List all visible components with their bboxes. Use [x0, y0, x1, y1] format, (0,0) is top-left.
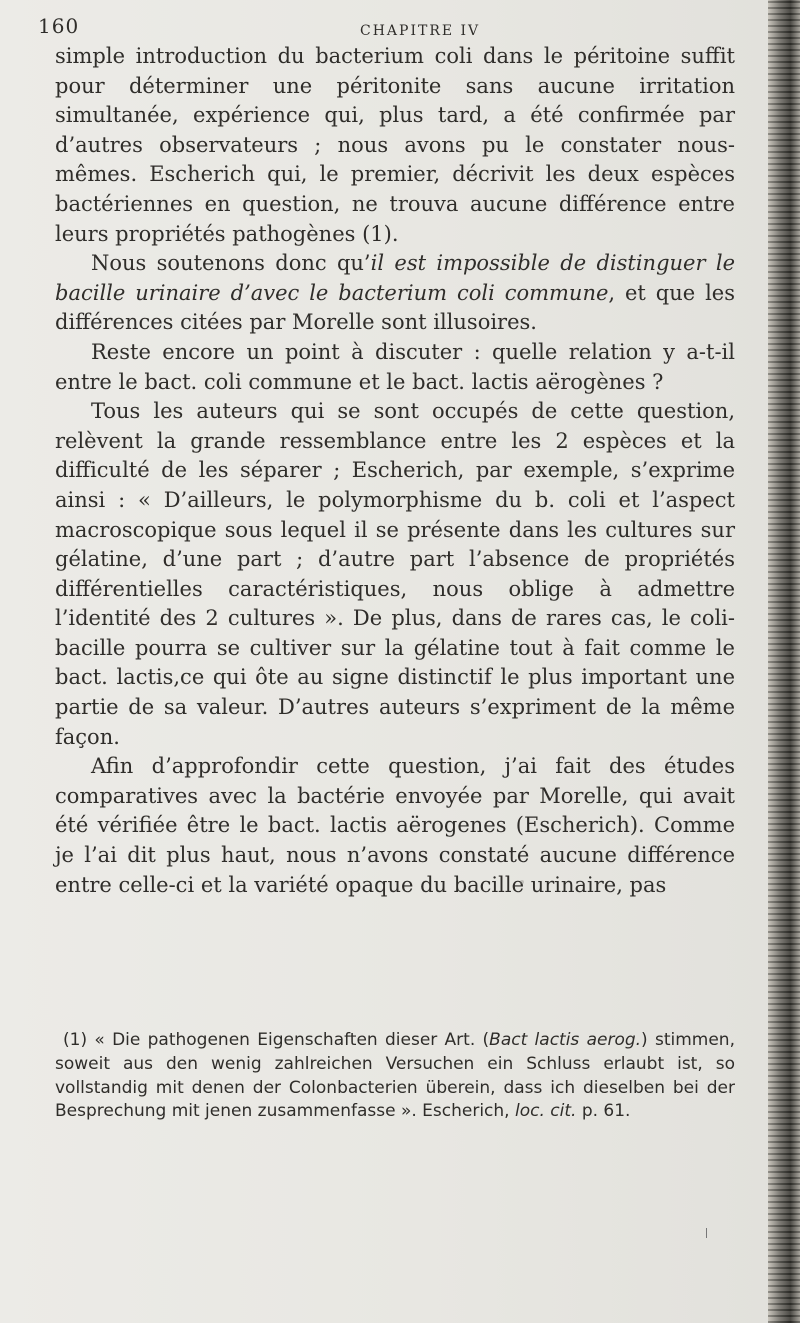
footnote-italic-reference: Bact lactis aerog.	[489, 1030, 642, 1050]
paragraph-2	[55, 249, 735, 338]
footnote-lead: (1) « Die pathogenen Eigenschaften dieser Art. (	[63, 1030, 490, 1050]
paper-mark	[706, 1228, 707, 1238]
ink-spot	[520, 880, 524, 884]
footnote	[55, 1029, 735, 1124]
page-header	[38, 10, 738, 40]
footnote-end: p. 61.	[576, 1101, 631, 1122]
footnote-middle: ) stimmen, soweit aus den wenig zahlreichen Versuchen ein Schluss erlaubt ist, so vollstandig mit denen der Colonbacterien überein, dass ich dieselben bei der Besprechung mit jenen zusammenfasse ». Escherich,	[55, 1030, 735, 1122]
paragraph-2-emphasis: il est impossible de distinguer le bacille urinaire d’avec le bacterium coli commune	[55, 251, 735, 305]
paragraph-3: Reste encore un point à discuter : quelle relation y a-t-il entre le bact. coli commune et le bact. lactis aërogènes ?	[55, 339, 735, 394]
paragraph-5: Afin d’approfondir cette question, j’ai fait des études comparatives avec la bactérie envoyée par Morelle, qui avait été vérifiée être le bact. lactis aërogenes (Escherich). Comme je l’ai dit plus haut, nous n’avons constaté aucune différence entre celle-ci et la variété opaque du bacille urinaire, pas	[55, 754, 735, 897]
paragraph-2-end: , et que les différences citées par Morelle sont illusoires.	[55, 280, 735, 335]
page-number: 160	[38, 14, 80, 38]
paragraph-2-start: Nous soutenons donc qu’	[91, 251, 371, 276]
footnote-citation: loc. cit.	[515, 1101, 577, 1122]
running-head: CHAPITRE IV	[360, 23, 481, 39]
paragraph-1: simple introduction du bacterium coli dans le péritoine suffit pour déterminer une péritonite sans aucune irritation simultanée, expérience qui, plus tard, a été confirmée par d’autres observateurs ; nous avons pu le constater nous-mêmes. Escherich qui, le premier, décrivit les deux espèces bactériennes en question, ne trouva aucune différence entre leurs propriétés pathogènes (1).	[55, 44, 735, 246]
page-edge-binding	[768, 0, 800, 1323]
paragraph-4: Tous les auteurs qui se sont occupés de cette question, relèvent la grande ressemblance entre les 2 espèces et la difficulté de les séparer ; Escherich, par exemple, s’exprime ainsi : « D’ailleurs, le polymorphisme du b. coli et l’aspect macroscopique sous lequel il se présente dans les cultures sur gélatine, d’une part ; d’autre part l’absence de propriétés différentielles caractéristiques, nous oblige à admettre l’identité des 2 cultures ». De plus, dans de rares cas, le coli-bacille pourra se cultiver sur la gélatine tout à fait comme le bact. lactis,ce qui ôte au signe distinctif le plus important une partie de sa valeur. D’autres auteurs s’expriment de la même façon.	[55, 399, 735, 749]
main-text	[55, 42, 735, 900]
